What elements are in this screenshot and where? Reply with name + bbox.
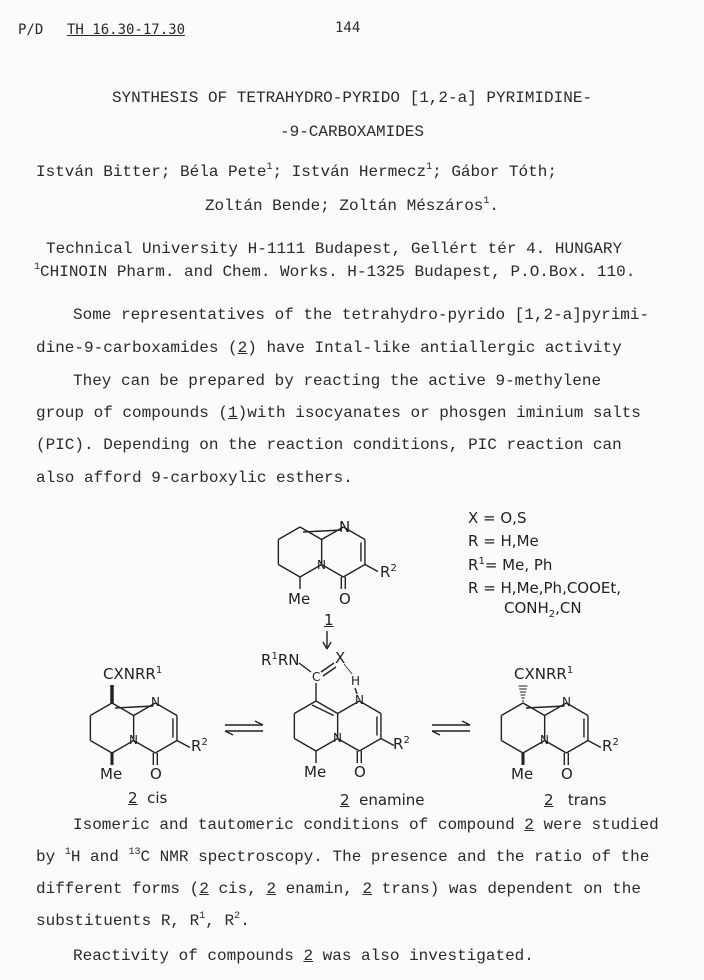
t: R bbox=[191, 737, 202, 755]
atom-n: N bbox=[562, 695, 571, 709]
t: were studied bbox=[533, 816, 659, 834]
compound-ref: 2 bbox=[199, 880, 209, 898]
atom-h: H bbox=[351, 674, 361, 688]
r2-bond bbox=[177, 741, 190, 748]
t: , R bbox=[205, 912, 235, 930]
author: ; Gábor Tóth; bbox=[432, 163, 557, 181]
r2-label bbox=[602, 738, 619, 754]
t: RN bbox=[277, 651, 300, 669]
t: R bbox=[468, 556, 479, 574]
r2-label bbox=[380, 564, 397, 580]
ring-bond bbox=[112, 703, 134, 716]
t: different forms ( bbox=[36, 880, 200, 898]
session-time: TH 16.30-17.30 bbox=[67, 22, 186, 38]
t: Isomeric and tautomeric conditions of compound bbox=[73, 816, 525, 834]
ring-bond bbox=[294, 701, 316, 714]
t: cis bbox=[147, 789, 168, 807]
amide-bond bbox=[321, 663, 334, 672]
discussion-line bbox=[36, 847, 649, 867]
def-r: R = H,Me bbox=[468, 532, 539, 550]
oxygen-label: O bbox=[339, 590, 351, 608]
title-line-2: -9-CARBOXAMIDES bbox=[279, 123, 425, 141]
punct: . bbox=[489, 197, 500, 215]
r2-bond bbox=[365, 565, 378, 572]
author: István Bitter; bbox=[36, 163, 181, 181]
t: CXNRR bbox=[103, 665, 156, 683]
ring-bond bbox=[90, 703, 112, 716]
ring-bond bbox=[300, 527, 322, 540]
text: dine-9-carboxamides ( bbox=[36, 339, 238, 357]
t: 2 bbox=[612, 737, 619, 748]
t: R bbox=[602, 737, 613, 755]
me-label: Me bbox=[288, 590, 311, 608]
t: 1 bbox=[155, 665, 163, 676]
t: 2 bbox=[548, 609, 556, 620]
author: Béla Pete bbox=[180, 163, 267, 181]
atom-n: N bbox=[339, 518, 351, 536]
ring-bond bbox=[278, 527, 300, 540]
atom-n: N bbox=[333, 731, 342, 745]
atom-n: N bbox=[151, 695, 160, 709]
page-number: 144 bbox=[335, 20, 361, 36]
affiliation-mark: 1 bbox=[426, 162, 433, 173]
title-text: PYRIMIDINE- bbox=[486, 89, 593, 107]
t: C NMR spectroscopy. The presence and the ratio of the bbox=[140, 848, 650, 866]
atom-n: N bbox=[129, 733, 138, 747]
discussion-line bbox=[36, 911, 250, 931]
compound-1-label: 1 bbox=[324, 611, 334, 629]
intro-line: They can be prepared by reacting the active 9-methylene bbox=[73, 372, 602, 390]
title-bracket: [1,2-a] bbox=[409, 89, 477, 107]
r2-label bbox=[191, 738, 208, 754]
r2-label bbox=[393, 736, 410, 752]
t: trans bbox=[567, 791, 607, 809]
caption-cis bbox=[128, 790, 167, 806]
discussion-line bbox=[73, 815, 659, 835]
ring-bond bbox=[294, 739, 316, 752]
t: 2 bbox=[201, 737, 208, 748]
me-label: Me bbox=[100, 765, 123, 783]
ring-bond bbox=[523, 703, 545, 716]
affiliation-2 bbox=[34, 262, 635, 282]
compound-ref: 1 bbox=[228, 404, 238, 422]
r2-bond bbox=[588, 741, 601, 748]
compound-ref: 2 bbox=[362, 880, 373, 898]
amide-bond bbox=[299, 663, 311, 672]
t: 2 bbox=[340, 791, 350, 809]
author: Zoltán Bende; Zoltán Mészáros bbox=[204, 197, 484, 215]
def-r1 bbox=[468, 557, 552, 573]
atom-n: N bbox=[540, 733, 549, 747]
discussion-line bbox=[36, 879, 641, 899]
affiliation-1: Technical University H-1111 Budapest, Gellért tér 4. HUNGARY bbox=[46, 240, 623, 258]
t: 2 bbox=[544, 791, 554, 809]
amide-bond bbox=[323, 667, 336, 676]
discussion-line bbox=[73, 946, 534, 966]
ring-bond bbox=[278, 565, 300, 578]
enamine-amide-label bbox=[261, 652, 299, 668]
author: ; István Hermecz bbox=[272, 163, 427, 181]
t: was also investigated. bbox=[313, 947, 534, 965]
affiliation-mark: 1 bbox=[483, 196, 490, 207]
compound-ref: 2 bbox=[237, 339, 248, 357]
affiliation-mark: 1 bbox=[266, 162, 273, 173]
intro-line: Some representatives of the tetrahydro-pyrido [1,2-a]pyrimi- bbox=[73, 306, 650, 324]
t: = Me, Ph bbox=[484, 556, 553, 574]
t: cis, bbox=[208, 880, 267, 898]
atom-c: C bbox=[312, 670, 321, 684]
t: 2 bbox=[403, 735, 410, 746]
def-x: X = O,S bbox=[468, 509, 527, 527]
r2-bond bbox=[381, 739, 394, 746]
ring-bond bbox=[359, 739, 381, 752]
caption-trans bbox=[544, 792, 606, 808]
compound-ref: 2 bbox=[524, 816, 534, 834]
oxygen-label: O bbox=[561, 765, 573, 783]
oxygen-label: O bbox=[150, 765, 162, 783]
title-line-1 bbox=[0, 88, 704, 108]
structure-bonds bbox=[0, 500, 704, 810]
def-r2-cont bbox=[504, 599, 582, 620]
affiliation-mark: 1 bbox=[34, 262, 41, 273]
def-r2: R = H,Me,Ph,COOEt, bbox=[468, 579, 622, 597]
ring-bond bbox=[566, 741, 588, 754]
text: )with isocyanates or phosgen iminium salts bbox=[237, 404, 641, 422]
t: CXNRR bbox=[514, 665, 567, 683]
authors-line-1 bbox=[36, 162, 557, 182]
oxygen-label: O bbox=[354, 763, 366, 781]
title-text: SYNTHESIS OF TETRAHYDRO-PYRIDO bbox=[111, 89, 400, 107]
compound-ref: 2 bbox=[266, 880, 277, 898]
t: 1 bbox=[566, 665, 574, 676]
affiliation-text: CHINOIN Pharm. and Chem. Works. H-1325 Budapest, P.O.Box. 110. bbox=[40, 263, 636, 281]
t: 13 bbox=[128, 847, 141, 858]
intro-line: (PIC). Depending on the reaction conditions, PIC reaction can bbox=[36, 436, 622, 454]
ring-bond bbox=[90, 741, 112, 754]
t: 2 bbox=[390, 563, 397, 574]
t: by bbox=[36, 848, 65, 866]
ring-bond bbox=[501, 703, 523, 716]
t: H and bbox=[70, 848, 129, 866]
reaction-scheme bbox=[0, 500, 704, 810]
me-label: Me bbox=[304, 763, 327, 781]
t: 1 bbox=[64, 847, 71, 858]
t: substituents R, R bbox=[36, 912, 200, 930]
ring-bond bbox=[343, 565, 365, 578]
t: ,CN bbox=[555, 599, 582, 617]
t: 2 bbox=[234, 911, 241, 922]
t: 2 bbox=[128, 789, 138, 807]
t: 1 bbox=[271, 651, 278, 662]
substituent-trans bbox=[514, 666, 573, 682]
t: 1 bbox=[199, 911, 206, 922]
ring-bond bbox=[155, 741, 177, 754]
intro-line: also afford 9-carboxylic esthers. bbox=[36, 469, 353, 487]
t: Reactivity of compounds bbox=[73, 947, 304, 965]
substituent-cis bbox=[103, 666, 162, 682]
authors-line-2 bbox=[0, 196, 704, 216]
ring-bond bbox=[501, 741, 523, 754]
atom-n: N bbox=[355, 693, 364, 707]
intro-line bbox=[36, 338, 622, 358]
t: R bbox=[393, 735, 404, 753]
t: enamine bbox=[359, 791, 425, 809]
double-bond bbox=[312, 705, 334, 716]
header-code: P/D bbox=[18, 22, 44, 38]
text: group of compounds ( bbox=[36, 404, 229, 422]
t: trans) was dependent on the bbox=[372, 880, 641, 898]
text: ) have Intal-like antiallergic activity bbox=[247, 339, 622, 357]
me-label: Me bbox=[511, 765, 534, 783]
t: R bbox=[380, 563, 391, 581]
atom-x: X bbox=[335, 649, 346, 667]
t: 1 bbox=[478, 556, 485, 567]
compound-ref: 2 bbox=[303, 947, 314, 965]
t: CONH bbox=[504, 599, 549, 617]
caption-enamine bbox=[340, 792, 425, 808]
intro-line bbox=[36, 403, 641, 423]
t: R bbox=[261, 651, 272, 669]
t: enamin, bbox=[276, 880, 363, 898]
atom-n: N bbox=[317, 558, 326, 572]
t: . bbox=[240, 912, 250, 930]
